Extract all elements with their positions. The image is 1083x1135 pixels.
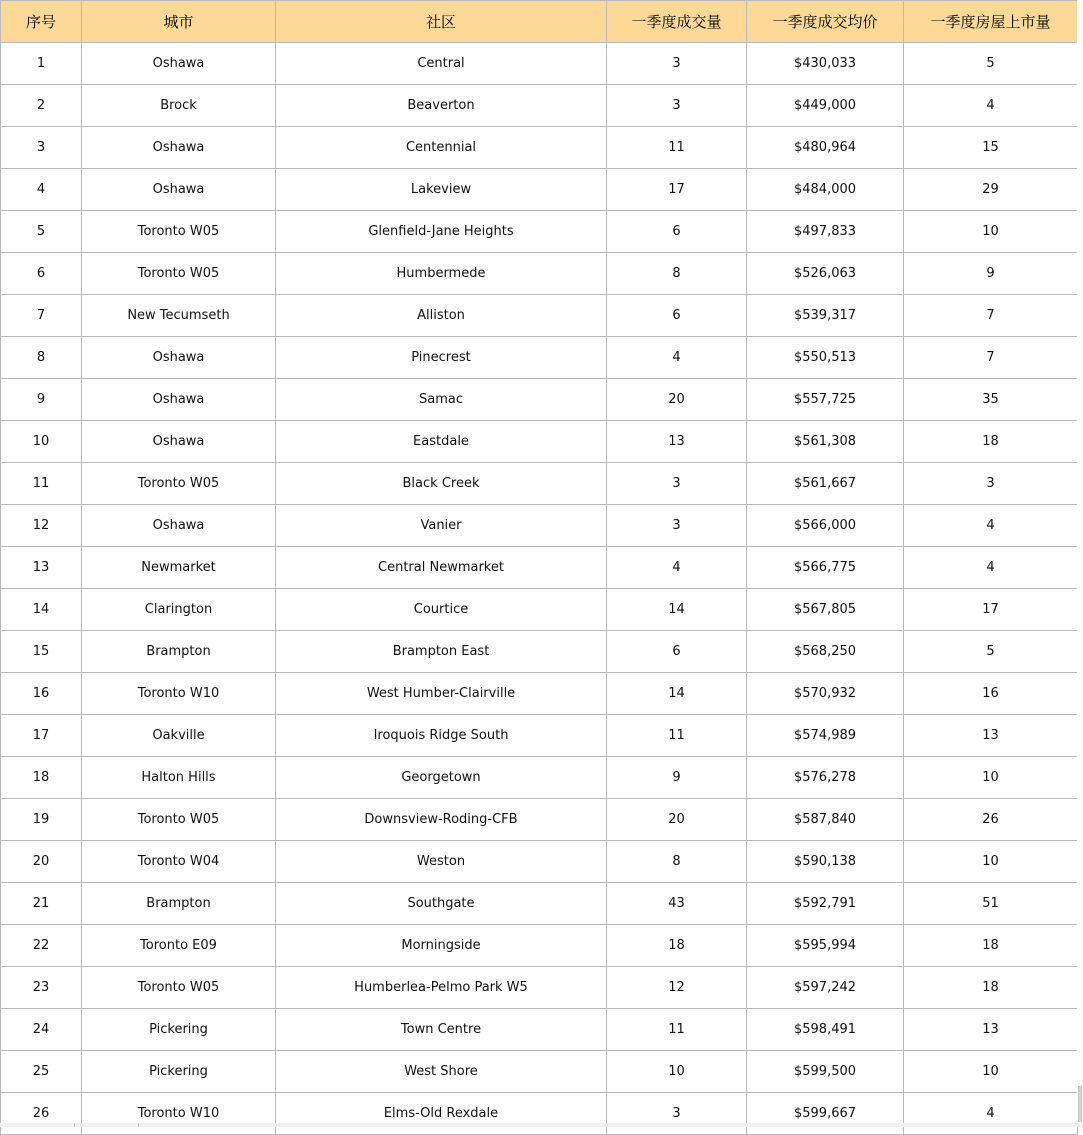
- cell-q1-listings[interactable]: 4: [904, 547, 1078, 589]
- table-row: [1, 631, 1078, 673]
- cell-q1-listings[interactable]: 7: [904, 337, 1078, 379]
- cell-index[interactable]: 6: [1, 253, 82, 295]
- cell-q1-listings[interactable]: 13: [904, 1009, 1078, 1051]
- cell-community[interactable]: Beaverton: [276, 85, 607, 127]
- cell-index[interactable]: 24: [1, 1009, 82, 1051]
- table-body: [1, 43, 1078, 1135]
- cell-community[interactable]: Vanier: [276, 505, 607, 547]
- cell-q1-listings[interactable]: 13: [904, 715, 1078, 757]
- table-row: [1, 841, 1078, 883]
- cell-q1-avg-price[interactable]: $430,033: [747, 43, 904, 85]
- cell-q1-volume[interactable]: 8: [607, 841, 747, 883]
- cell-q1-listings[interactable]: 51: [904, 883, 1078, 925]
- cell-city[interactable]: Toronto W05: [82, 799, 276, 841]
- cell-q1-avg-price[interactable]: $484,000: [747, 169, 904, 211]
- cell-city[interactable]: Toronto W05: [82, 253, 276, 295]
- cell-index[interactable]: 22: [1, 925, 82, 967]
- cell-q1-listings[interactable]: 10: [904, 757, 1078, 799]
- cell-q1-listings[interactable]: 15: [904, 127, 1078, 169]
- sheet-tabs-area[interactable]: [0, 1123, 75, 1127]
- col-header-q1-avg-price[interactable]: 一季度成交均价: [747, 1, 904, 43]
- cell-q1-volume[interactable]: 4: [607, 337, 747, 379]
- cell-index[interactable]: 14: [1, 589, 82, 631]
- cell-q1-volume[interactable]: 6: [607, 211, 747, 253]
- cell-q1-listings[interactable]: 4: [904, 505, 1078, 547]
- cell-q1-listings[interactable]: 4: [904, 85, 1078, 127]
- cell-community[interactable]: Iroquois Ridge South: [276, 715, 607, 757]
- cell-index[interactable]: 18: [1, 757, 82, 799]
- scrollbar-thumb[interactable]: [1078, 1086, 1082, 1122]
- cell-q1-avg-price[interactable]: $599,667: [747, 1093, 904, 1135]
- cell-community[interactable]: West Shore: [276, 1051, 607, 1093]
- cell-city[interactable]: Oakville: [82, 715, 276, 757]
- cell-community[interactable]: Lakeview: [276, 169, 607, 211]
- cell-index[interactable]: 19: [1, 799, 82, 841]
- col-header-city[interactable]: 城市: [82, 1, 276, 43]
- cell-q1-volume[interactable]: 8: [607, 253, 747, 295]
- cell-q1-avg-price[interactable]: $561,308: [747, 421, 904, 463]
- cell-q1-volume[interactable]: 3: [607, 43, 747, 85]
- cell-city[interactable]: Oshawa: [82, 337, 276, 379]
- cell-q1-avg-price[interactable]: $449,000: [747, 85, 904, 127]
- table-row: [1, 757, 1078, 799]
- cell-q1-volume[interactable]: 17: [607, 169, 747, 211]
- cell-community[interactable]: Centennial: [276, 127, 607, 169]
- cell-community[interactable]: Morningside: [276, 925, 607, 967]
- cell-q1-avg-price[interactable]: $597,242: [747, 967, 904, 1009]
- cell-index[interactable]: 8: [1, 337, 82, 379]
- table-row: [1, 1051, 1078, 1093]
- cell-q1-listings[interactable]: 5: [904, 631, 1078, 673]
- cell-q1-volume[interactable]: 14: [607, 673, 747, 715]
- cell-city[interactable]: Toronto W10: [82, 673, 276, 715]
- cell-city[interactable]: Oshawa: [82, 505, 276, 547]
- table-row: [1, 505, 1078, 547]
- col-header-community[interactable]: 社区: [276, 1, 607, 43]
- cell-community[interactable]: Central: [276, 43, 607, 85]
- cell-community[interactable]: Glenfield-Jane Heights: [276, 211, 607, 253]
- cell-q1-avg-price[interactable]: $497,833: [747, 211, 904, 253]
- cell-q1-avg-price[interactable]: $550,513: [747, 337, 904, 379]
- cell-index[interactable]: 15: [1, 631, 82, 673]
- cell-index[interactable]: 20: [1, 841, 82, 883]
- cell-q1-avg-price[interactable]: $568,250: [747, 631, 904, 673]
- cell-q1-avg-price[interactable]: $570,932: [747, 673, 904, 715]
- cell-city[interactable]: Oshawa: [82, 127, 276, 169]
- horizontal-scrollbar[interactable]: [0, 1123, 1083, 1127]
- cell-q1-volume[interactable]: 43: [607, 883, 747, 925]
- cell-city[interactable]: Toronto E09: [82, 925, 276, 967]
- table-row: [1, 43, 1078, 85]
- table-row: [1, 1093, 1078, 1135]
- cell-city[interactable]: Toronto W05: [82, 463, 276, 505]
- table-row: [1, 295, 1078, 337]
- cell-q1-listings[interactable]: 5: [904, 43, 1078, 85]
- cell-community[interactable]: Town Centre: [276, 1009, 607, 1051]
- cell-q1-avg-price[interactable]: $566,775: [747, 547, 904, 589]
- cell-index[interactable]: 17: [1, 715, 82, 757]
- cell-q1-volume[interactable]: 20: [607, 799, 747, 841]
- cell-q1-listings[interactable]: 10: [904, 841, 1078, 883]
- cell-city[interactable]: Halton Hills: [82, 757, 276, 799]
- table-row: [1, 85, 1078, 127]
- cell-q1-volume[interactable]: 14: [607, 589, 747, 631]
- cell-community[interactable]: Georgetown: [276, 757, 607, 799]
- col-header-q1-listings[interactable]: 一季度房屋上市量: [904, 1, 1078, 43]
- cell-community[interactable]: West Humber-Clairville: [276, 673, 607, 715]
- cell-index[interactable]: 4: [1, 169, 82, 211]
- cell-city[interactable]: Pickering: [82, 1051, 276, 1093]
- table-row: [1, 253, 1078, 295]
- cell-q1-listings[interactable]: 29: [904, 169, 1078, 211]
- cell-q1-volume[interactable]: 20: [607, 379, 747, 421]
- cell-q1-volume[interactable]: 3: [607, 505, 747, 547]
- cell-index[interactable]: 7: [1, 295, 82, 337]
- cell-community[interactable]: Humbermede: [276, 253, 607, 295]
- cell-index[interactable]: 3: [1, 127, 82, 169]
- cell-community[interactable]: Eastdale: [276, 421, 607, 463]
- horizontal-scroll-track[interactable]: [138, 1123, 1083, 1127]
- cell-city[interactable]: Clarington: [82, 589, 276, 631]
- table-row: [1, 883, 1078, 925]
- cell-city[interactable]: Toronto W10: [82, 1093, 276, 1135]
- cell-city[interactable]: Newmarket: [82, 547, 276, 589]
- cell-q1-avg-price[interactable]: $557,725: [747, 379, 904, 421]
- cell-q1-listings[interactable]: 3: [904, 463, 1078, 505]
- table-row: [1, 967, 1078, 1009]
- table-row: [1, 715, 1078, 757]
- cell-q1-avg-price[interactable]: $587,840: [747, 799, 904, 841]
- cell-q1-listings[interactable]: 16: [904, 673, 1078, 715]
- cell-q1-volume[interactable]: 11: [607, 1009, 747, 1051]
- cell-community[interactable]: Samac: [276, 379, 607, 421]
- cell-q1-listings[interactable]: 26: [904, 799, 1078, 841]
- cell-q1-volume[interactable]: 10: [607, 1051, 747, 1093]
- cell-q1-avg-price[interactable]: $598,491: [747, 1009, 904, 1051]
- cell-index[interactable]: 25: [1, 1051, 82, 1093]
- cell-q1-avg-price[interactable]: $576,278: [747, 757, 904, 799]
- table-row: [1, 799, 1078, 841]
- table-row: [1, 547, 1078, 589]
- cell-q1-volume[interactable]: 6: [607, 295, 747, 337]
- cell-q1-volume[interactable]: 4: [607, 547, 747, 589]
- cell-q1-avg-price[interactable]: $526,063: [747, 253, 904, 295]
- cell-city[interactable]: New Tecumseth: [82, 295, 276, 337]
- cell-q1-listings[interactable]: 18: [904, 925, 1078, 967]
- cell-index[interactable]: 16: [1, 673, 82, 715]
- cell-community[interactable]: Black Creek: [276, 463, 607, 505]
- cell-q1-avg-price[interactable]: $566,000: [747, 505, 904, 547]
- cell-community[interactable]: Humberlea-Pelmo Park W5: [276, 967, 607, 1009]
- cell-q1-listings[interactable]: 35: [904, 379, 1078, 421]
- cell-community[interactable]: Weston: [276, 841, 607, 883]
- cell-index[interactable]: 5: [1, 211, 82, 253]
- table-row: [1, 463, 1078, 505]
- cell-q1-listings[interactable]: 10: [904, 211, 1078, 253]
- cell-index[interactable]: 11: [1, 463, 82, 505]
- cell-q1-listings[interactable]: 18: [904, 421, 1078, 463]
- cell-city[interactable]: Toronto W05: [82, 211, 276, 253]
- cell-community[interactable]: Courtice: [276, 589, 607, 631]
- table-row: [1, 337, 1078, 379]
- cell-q1-avg-price[interactable]: $599,500: [747, 1051, 904, 1093]
- table-row: [1, 925, 1078, 967]
- cell-q1-volume[interactable]: 6: [607, 631, 747, 673]
- cell-q1-volume[interactable]: 12: [607, 967, 747, 1009]
- cell-city[interactable]: Pickering: [82, 1009, 276, 1051]
- cell-index[interactable]: 2: [1, 85, 82, 127]
- cell-city[interactable]: Oshawa: [82, 169, 276, 211]
- cell-city[interactable]: Toronto W04: [82, 841, 276, 883]
- cell-index[interactable]: 23: [1, 967, 82, 1009]
- table-row: [1, 673, 1078, 715]
- cell-q1-volume[interactable]: 9: [607, 757, 747, 799]
- cell-q1-avg-price[interactable]: $592,791: [747, 883, 904, 925]
- cell-q1-avg-price[interactable]: $595,994: [747, 925, 904, 967]
- cell-q1-listings[interactable]: 18: [904, 967, 1078, 1009]
- cell-community[interactable]: Alliston: [276, 295, 607, 337]
- cell-city[interactable]: Brampton: [82, 631, 276, 673]
- cell-index[interactable]: 9: [1, 379, 82, 421]
- cell-q1-volume[interactable]: 3: [607, 463, 747, 505]
- cell-q1-avg-price[interactable]: $567,805: [747, 589, 904, 631]
- cell-q1-avg-price[interactable]: $561,667: [747, 463, 904, 505]
- cell-community[interactable]: Southgate: [276, 883, 607, 925]
- cell-q1-avg-price[interactable]: $590,138: [747, 841, 904, 883]
- vertical-scrollbar[interactable]: [1077, 0, 1083, 1127]
- cell-q1-listings[interactable]: 10: [904, 1051, 1078, 1093]
- cell-city[interactable]: Oshawa: [82, 379, 276, 421]
- cell-q1-volume[interactable]: 13: [607, 421, 747, 463]
- cell-q1-listings[interactable]: 17: [904, 589, 1078, 631]
- cell-city[interactable]: Brock: [82, 85, 276, 127]
- table-row: [1, 421, 1078, 463]
- table-row: [1, 211, 1078, 253]
- cell-community[interactable]: Pinecrest: [276, 337, 607, 379]
- cell-q1-volume[interactable]: 18: [607, 925, 747, 967]
- cell-q1-volume[interactable]: 11: [607, 715, 747, 757]
- cell-q1-avg-price[interactable]: $480,964: [747, 127, 904, 169]
- cell-q1-listings[interactable]: 7: [904, 295, 1078, 337]
- col-header-q1-volume[interactable]: 一季度成交量: [607, 1, 747, 43]
- cell-index[interactable]: 10: [1, 421, 82, 463]
- table-row: [1, 379, 1078, 421]
- table-row: [1, 169, 1078, 211]
- table-row: [1, 127, 1078, 169]
- cell-city[interactable]: Oshawa: [82, 421, 276, 463]
- cell-q1-volume[interactable]: 3: [607, 1093, 747, 1135]
- cell-community[interactable]: Downsview-Roding-CFB: [276, 799, 607, 841]
- cell-index[interactable]: 26: [1, 1093, 82, 1135]
- table-row: [1, 1009, 1078, 1051]
- cell-community[interactable]: Central Newmarket: [276, 547, 607, 589]
- cell-community[interactable]: Elms-Old Rexdale: [276, 1093, 607, 1135]
- cell-index[interactable]: 13: [1, 547, 82, 589]
- cell-q1-listings[interactable]: 9: [904, 253, 1078, 295]
- cell-q1-listings[interactable]: 4: [904, 1093, 1078, 1135]
- cell-city[interactable]: Toronto W05: [82, 967, 276, 1009]
- cell-city[interactable]: Oshawa: [82, 43, 276, 85]
- cell-community[interactable]: Brampton East: [276, 631, 607, 673]
- cell-index[interactable]: 21: [1, 883, 82, 925]
- col-header-index[interactable]: 序号: [1, 1, 82, 43]
- header-row: [1, 1, 1078, 43]
- cell-city[interactable]: Brampton: [82, 883, 276, 925]
- table-row: [1, 589, 1078, 631]
- cell-index[interactable]: 12: [1, 505, 82, 547]
- cell-q1-volume[interactable]: 11: [607, 127, 747, 169]
- cell-q1-avg-price[interactable]: $539,317: [747, 295, 904, 337]
- cell-q1-volume[interactable]: 3: [607, 85, 747, 127]
- cell-q1-avg-price[interactable]: $574,989: [747, 715, 904, 757]
- cell-index[interactable]: 1: [1, 43, 82, 85]
